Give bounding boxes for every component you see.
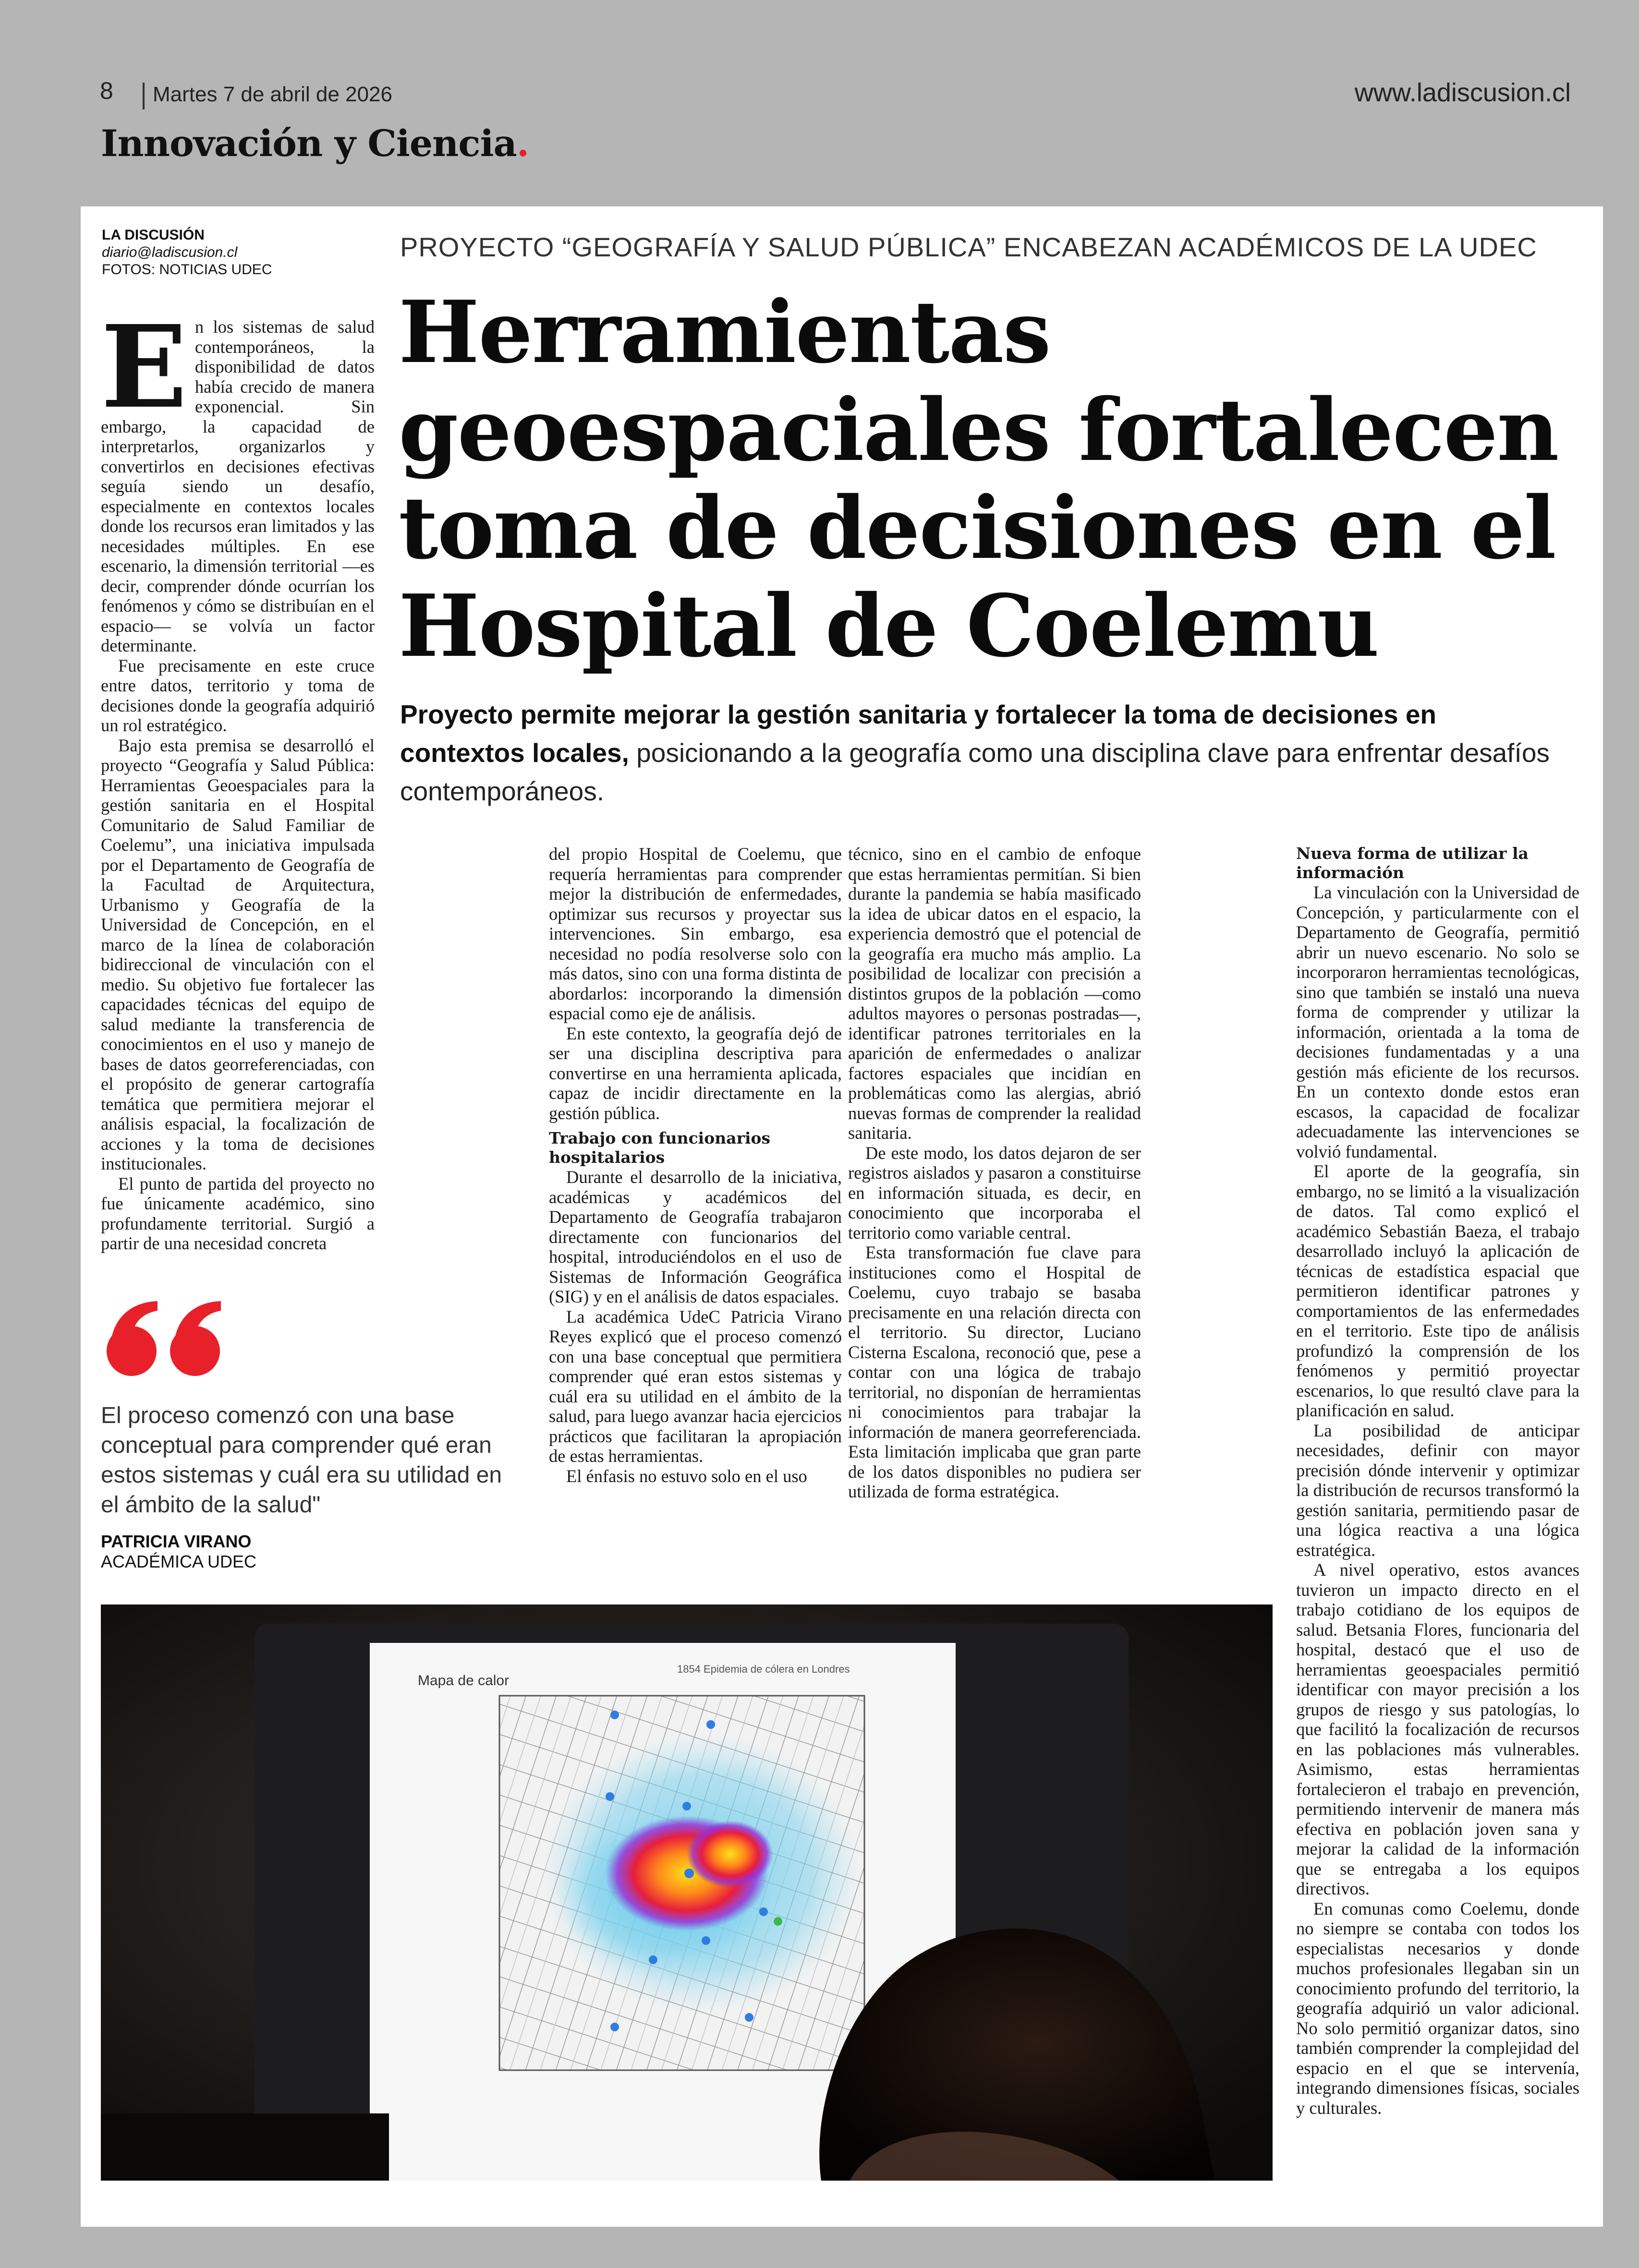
article-headline: Herramientas geoespaciales fortalecen toma de decisiones en el Hospital de Coelemu [399,282,1558,676]
page-number: 8 [100,77,113,104]
section-name: Innovación y Ciencia [101,122,517,165]
article-column-1 [101,300,375,1258]
screen-title: Mapa de calor [418,1673,510,1689]
quote-author: PATRICIA VIRANO [101,1532,252,1551]
paragraph: El punto de partida del proyecto no fue únicamente académico, sino profundamente territorial. Surgió a partir de una necesidad concreta [101,1173,375,1253]
paragraph: En este contexto, la geografía dejó de ser una disciplina descriptiva para convertirse en una herramienta aplicada, capaz de incidir directamente en la gestión pública. [549,1023,842,1123]
photo-illustration [101,1604,1273,2181]
quote-mark-icon [102,1292,231,1379]
paragraph: Bajo esta premisa se desarrolló el proyecto “Geografía y Salud Pública: Herramientas Geoespaciales para la gestión sanitaria en el Hospital Comunitario de Salud Familiar de Coelemu”, una iniciativa impulsada por el Departamento de Geografía de la Facultad de Arquitectura, Urbanismo y Geografía de la Universidad de Concepción, en el marco de la línea de colaboración bidireccional de vinculación con el medio. Su objetivo fue fortalecer las capacidades técnicas del equipo de salud mediante la transferencia de conocimientos en el uso y manejo de bases de datos georreferenciadas, con el propósito de generar cartografía temática que permitiera mejorar el análisis espacial, la focalización de acciones y la toma de decisiones institucionales. [101,735,375,1173]
paragraph: La posibilidad de anticipar necesidades, definir con mayor precisión dónde intervenir y optimizar la distribución de recursos transformó la gestión sanitaria, permitiendo pasar de una lógica reactiva a una lógica estratégica. [1296,1420,1579,1560]
screen-subtitle: 1854 Epidemia de cólera en Londres [677,1663,850,1675]
paragraph: De este modo, los datos dejaron de ser registros aislados y pasaron a constituirse en información situada, es decir, en conocimiento que incorporaba el territorio como variable central. [848,1143,1141,1243]
byline-photos: FOTOS: NOTICIAS UDEC [102,262,272,277]
article-kicker: PROYECTO “GEOGRAFÍA Y SALUD PÚBLICA” ENCABEZAN ACADÉMICOS DE LA UDEC [400,232,1537,262]
paragraph: En los sistemas de salud contemporáneos, la disponibilidad de datos había crecido de manera exponencial. Sin embargo, la capacidad de interpretarlos, organizarlos y convertirlos en decisiones efectivas seguía siendo un desafío, especialmente en contextos locales donde los recursos eran limitados y las necesidades múltiples. En ese escenario, la dimensión territorial —es decir, comprender dónde ocurrían los fenómenos y cómo se distribuían en el espacio— se volvía un factor determinante. [101,300,375,655]
article-column-4 [1296,844,1579,2208]
article-photo [101,1604,1273,2181]
subheading: Nueva forma de utilizar la información [1296,844,1529,882]
pull-quote-text: El proceso comenzó con una base conceptual para comprender qué eran estos sistemas y cuál era su utilidad en el ámbito de la salud" [101,1403,502,1518]
paragraph: El aporte de la geografía, sin embargo, no se limitó a la visualización de datos. Tal como explicó el académico Sebastián Baeza, el trabajo desarrollado incluyó la aplicación de técnicas de estadística espacial que permitieron identificar patrones y comportamientos de las enfermedades en el territorio. Este tipo de análisis profundizó la comprensión de los fenómenos y permitió proyectar escenarios, lo que resultó clave para la planificación en salud. [1296,1161,1579,1420]
paragraph: técnico, sino en el cambio de enfoque que estas herramientas permitían. Si bien durante la pandemia se había masificado la idea de ubicar datos en el espacio, la experiencia demostró que el potencial de la geografía era mucho más amplio. La posibilidad de localizar con precisión a distintos grupos de la población —como adultos mayores o personas postradas—, identificar patrones territoriales en la aparición de enfermedades o analizar factores espaciales que incidían en problemáticas como las alergias, abrió nuevas formas de comprender la realidad sanitaria. [848,844,1141,1143]
paragraph: Fue precisamente en este cruce entre datos, territorio y toma de decisiones donde la geografía adquirió un rol estratégico. [101,655,375,735]
section-title [101,122,529,165]
paragraph: La vinculación con la Universidad de Concepción, y particularmente con el Departamento de Geografía, permitió abrir un nuevo escenario. No solo se incorporaron herramientas tecnológicas, sino que también se instaló una nueva forma de comprender y utilizar la información, orientada a la toma de decisiones fundamentadas y a una gestión más eficiente de los recursos. En un contexto donde estos eran escasos, la capacidad de focalizar adecuadamente las intervenciones se volvió fundamental. [1296,882,1579,1161]
header-divider [143,83,145,109]
issue-date: Martes 7 de abril de 2026 [153,83,392,106]
byline-outlet: LA DISCUSIÓN [102,227,205,243]
paragraph: del propio Hospital de Coelemu, que requería herramientas para comprender mejor la distribución de enfermedades, optimizar sus recursos y proyectar sus intervenciones. Sin embargo, esa necesidad no podía resolverse solo con más datos, sino con una forma distinta de abordarlos: incorporando la dimensión espacial como eje de análisis. [549,844,842,1023]
byline [102,227,371,278]
byline-email: diario@ladiscusion.cl [102,244,238,260]
paragraph: A nivel operativo, estos avances tuvieron un impacto directo en el trabajo cotidiano de los equipos de salud. Betsania Flores, funcionaria del hospital, destacó que el uso de herramientas geoespaciales permitió identificar con mayor precisión a los grupos de riesgo y sus patologías, lo que facilitó la focalización de recursos en las poblaciones más vulnerables. Asimismo, estas herramientas fortalecieron el trabajo en prevención, permitiendo intervenir de manera más efectiva en población joven sana y mejorar la calidad de la información que se entregaba a los equipos directivos. [1296,1560,1579,1898]
paragraph: Durante el desarrollo de la iniciativa, académicas y académicos del Departamento de Geografía trabajaron directamente con funcionarios del hospital, introduciéndolos en el uso de Sistemas de Información Geográfica (SIG) y en el análisis de datos espaciales. [549,1167,842,1306]
page-header [0,0,1639,206]
paragraph: El énfasis no estuvo solo en el uso [566,1466,807,1486]
lead-rest: posicionando a la geografía como una disciplina clave para enfrentar desafíos contemporáneos. [400,738,1550,806]
article-column-2 [549,844,842,1593]
quote-author-role: ACADÉMICA UDEC [101,1552,257,1571]
article-column-3 [848,844,1141,1593]
pull-quote-attribution [101,1532,437,1572]
drop-cap: E [101,300,187,434]
article-lead [400,695,1562,810]
website-link[interactable]: www.ladiscusion.cl [1354,78,1571,107]
section-dot: . [516,122,529,165]
lead-bold: Proyecto permite mejorar la gestión sanitaria y fortalecer la toma de decisiones en contextos locales, [400,700,1437,768]
subheading: Trabajo con funcionarios hospitalarios [549,1129,771,1167]
paragraph: La académica UdeC Patricia Virano Reyes explicó que el proceso comenzó con una base conceptual que permitiera comprender qué eran estos sistemas y cuál era su utilidad en el ámbito de la salud, para luego avanzar hacia ejercicios prácticos que facilitaran la apropiación de estas herramientas. [549,1306,842,1466]
article-page [81,206,1603,2227]
paragraph: Esta transformación fue clave para instituciones como el Hospital de Coelemu, cuyo trabajo se basaba precisamente en una relación directa con el territorio. Su director, Luciano Cisterna Escalona, reconoció que, pese a contar con una lógica de trabajo territorial, no disponían de herramientas ni conocimientos para trabajar la información de manera georreferenciada. Esta limitación implicaba que gran parte de los datos disponibles no pudiera ser utilizada de forma estratégica. [848,1243,1141,1501]
paragraph: En comunas como Coelemu, donde no siempre se contaba con todos los especialistas necesarios y donde muchos profesionales llegaban sin un conocimiento profundo del territorio, la geografía adquirió un valor adicional. No solo permitió organizar datos, sino también comprender la complejidad del espacio en el que se intervenía, integrando dimensiones físicas, sociales y culturales. [1296,1898,1579,2118]
